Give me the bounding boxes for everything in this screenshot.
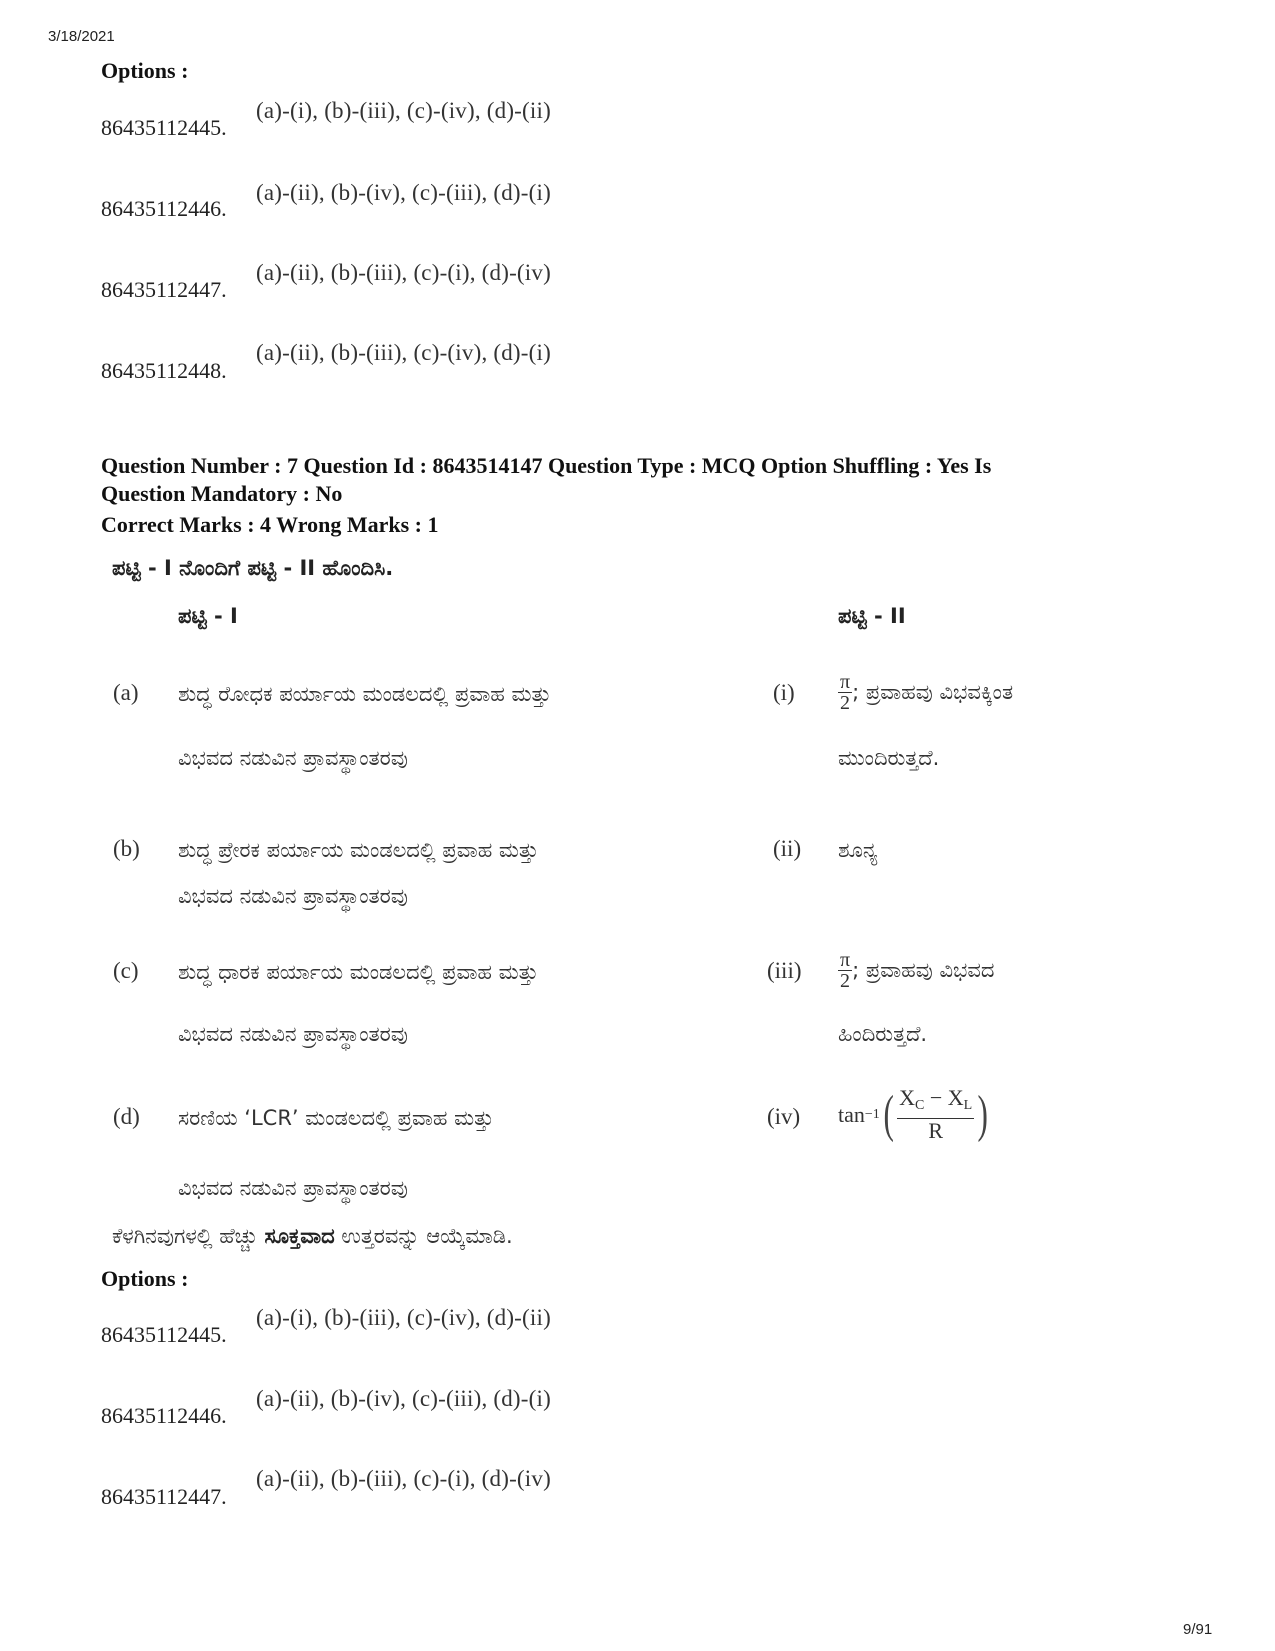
- question-meta-line: Question Number : 7 Question Id : 8643514147 Question Type : MCQ Option Shuffling : Yes Is: [101, 453, 992, 478]
- option-id: 86435112448.: [101, 358, 227, 383]
- row-answer-text: ಮುಂದಿರುತ್ತದೆ.: [838, 746, 940, 770]
- option-id: 86435112446.: [101, 196, 227, 221]
- pi-over-2-fraction: $\frac{\pi}{2}$: [840, 949, 851, 992]
- option-text: (a)-(ii), (b)-(iii), (c)-(iv), (d)-(i): [256, 340, 551, 365]
- phase-formula: [838, 1086, 992, 1143]
- option-id: 86435112446.: [101, 1403, 227, 1428]
- row-label: (c): [113, 958, 139, 983]
- formula-fraction: $\frac{X_C - X_L}{R}$: [899, 1085, 973, 1143]
- option-id: 86435112447.: [101, 277, 227, 302]
- row-text: ಶುದ್ಧ ಪ್ರೇರಕ ಪರ್ಯಾಯ ಮಂಡಲದಲ್ಲಿ ಪ್ರವಾಹ ಮತ್ತು: [178, 838, 539, 862]
- print-date: 3/18/2021: [48, 28, 115, 45]
- page-number: 9/91: [1183, 1621, 1213, 1638]
- close-paren-glyph: ): [977, 1085, 989, 1143]
- question-meta-line: Question Mandatory : No: [101, 481, 343, 506]
- row-answer-text: ; ಪ್ರವಾಹವು ವಿಭವಕ್ಕಿಂತ: [852, 680, 1014, 704]
- open-paren-glyph: (: [883, 1085, 894, 1143]
- question-marks: Correct Marks : 4 Wrong Marks : 1: [101, 512, 439, 537]
- row-answer: [838, 950, 994, 991]
- row-label: (iv): [767, 1104, 801, 1129]
- formula-exponent: −1: [864, 1106, 880, 1122]
- option-text: (a)-(ii), (b)-(iv), (c)-(iii), (d)-(i): [256, 1386, 551, 1411]
- row-answer-text: ಹಿಂದಿರುತ್ತದೆ.: [838, 1022, 928, 1046]
- row-text: ವಿಭವದ ನಡುವಿನ ಪ್ರಾವಸ್ಥಾಂತರವು: [178, 884, 408, 908]
- row-text: ವಿಭವದ ನಡುವಿನ ಪ್ರಾವಸ್ಥಾಂತರವು: [178, 1176, 408, 1200]
- row-label: (a): [113, 680, 139, 705]
- row-text: ವಿಭವದ ನಡುವಿನ ಪ್ರಾವಸ್ಥಾಂತರವು: [178, 1022, 408, 1046]
- option-id: 86435112445.: [101, 1322, 227, 1347]
- row-answer: [838, 672, 1013, 713]
- row-label: (d): [113, 1104, 140, 1129]
- option-text: (a)-(ii), (b)-(iii), (c)-(i), (d)-(iv): [256, 1466, 551, 1491]
- formula-function: tan: [838, 1101, 865, 1127]
- option-id: 86435112447.: [101, 1484, 227, 1509]
- option-text: (a)-(ii), (b)-(iv), (c)-(iii), (d)-(i): [256, 180, 551, 205]
- option-text: (a)-(ii), (b)-(iii), (c)-(i), (d)-(iv): [256, 260, 551, 285]
- options-heading: Options :: [101, 58, 189, 83]
- row-text: ಶುದ್ಧ ರೋಧಕ ಪರ್ಯಾಯ ಮಂಡಲದಲ್ಲಿ ಪ್ರವಾಹ ಮತ್ತು: [178, 682, 552, 706]
- list1-header: ಪಟ್ಟಿ - I: [178, 604, 238, 628]
- pi-over-2-fraction: $\frac{\pi}{2}$: [840, 671, 851, 714]
- row-text: ಶುದ್ಧ ಧಾರಕ ಪರ್ಯಾಯ ಮಂಡಲದಲ್ಲಿ ಪ್ರವಾಹ ಮತ್ತು: [178, 960, 539, 984]
- list2-header: ಪಟ್ಟಿ - II: [838, 604, 906, 628]
- row-label: (i): [773, 680, 795, 705]
- choose-instruction: ಕೆಳಗಿನವುಗಳಲ್ಲಿ ಹೆಚ್ಚು ಸೂಕ್ತವಾದ ಉತ್ತರವನ್ನು ಆಯ್ಕೆಮಾಡಿ.: [112, 1224, 513, 1248]
- row-text: ಸರಣಿಯ ‘LCR’ ಮಂಡಲದಲ್ಲಿ ಪ್ರವಾಹ ಮತ್ತು: [178, 1106, 494, 1130]
- row-label: (iii): [767, 958, 802, 983]
- row-text: ವಿಭವದ ನಡುವಿನ ಪ್ರಾವಸ್ಥಾಂತರವು: [178, 746, 408, 770]
- option-id: 86435112445.: [101, 115, 227, 140]
- question-instruction: ಪಟ್ಟಿ - I ನೊಂದಿಗೆ ಪಟ್ಟಿ - II ಹೊಂದಿಸಿ.: [112, 556, 394, 580]
- row-answer-text: ; ಪ್ರವಾಹವು ವಿಭವದ: [852, 958, 995, 982]
- row-label: (ii): [773, 836, 802, 861]
- row-label: (b): [113, 836, 140, 861]
- option-text: (a)-(i), (b)-(iii), (c)-(iv), (d)-(ii): [256, 98, 551, 123]
- option-text: (a)-(i), (b)-(iii), (c)-(iv), (d)-(ii): [256, 1305, 551, 1330]
- question-meta: [101, 452, 1181, 508]
- row-answer-text: ಶೂನ್ಯ: [838, 838, 878, 862]
- options-heading: Options :: [101, 1266, 189, 1291]
